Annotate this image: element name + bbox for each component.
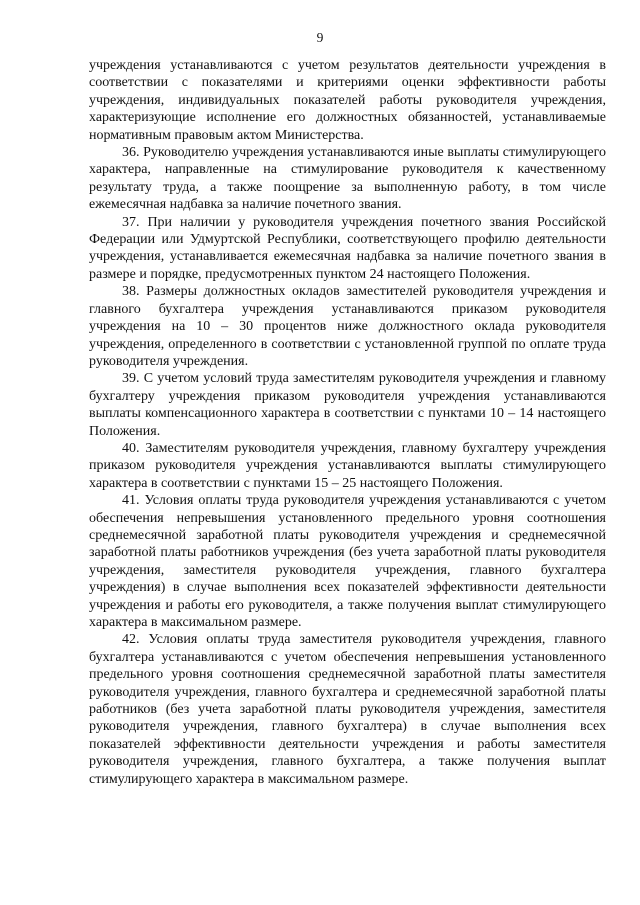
paragraph-42: 42. Условия оплаты труда заместителя руководителя учреждения, главного бухгалтера устанавливаются с учетом обеспечения непревышения установленного предельного уровня соотношения среднемесячной заработной платы заместителя руководителя учреждения, главного бухгалтера и среднемесячной заработной платы работников (без учета заработной платы руководителя учреждения, заместителя руководителя учреждения, главного бухгалтера) в случае выполнения всех показателей эффективности деятельности учреждения и работы заместителя руководителя учреждения, главного бухгалтера, а также получения выплат стимулирующего характера в максимальном размере.	[89, 632, 606, 787]
paragraph-36: 36. Руководителю учреждения устанавливаются иные выплаты стимулирующего характера, направленные на стимулирование руководителя к качественному результату труда, а также поощрение за выполненную работу, в том числе ежемесячная надбавка за наличие почетного звания.	[89, 145, 606, 213]
paragraph-39: 39. С учетом условий труда заместителям руководителя учреждения и главному бухгалтеру учреждения приказом руководителя учреждения устанавливаются выплаты компенсационного характера в соответствии с пунктами 10 – 14 настоящего Положения.	[89, 371, 606, 439]
paragraph-41: 41. Условия оплаты труда руководителя учреждения устанавливаются с учетом обеспечения непревышения установленного предельного уровня соотношения среднемесячной заработной платы руководителя учреждения и среднемесячной заработной платы работников учреждения (без учета заработной платы руководителя учреждения, заместителя руководителя учреждения, главного бухгалтера учреждения) в случае выполнения всех показателей эффективности деятельности учреждения и работы его руководителя, а также получения выплат стимулирующего характера в максимальном размере.	[89, 493, 606, 630]
paragraph-continuation: учреждения устанавливаются с учетом результатов деятельности учреждения в соответствии с показателями и критериями оценки эффективности работы учреждения, индивидуальных показателей работы руководителя учреждения, характеризующие исполнение его должностных обязанностей, устанавливаемые нормативным правовым актом Министерства.	[89, 58, 606, 143]
paragraph-38: 38. Размеры должностных окладов заместителей руководителя учреждения и главного бухгалтера учреждения устанавливаются приказом руководителя учреждения на 10 – 30 процентов ниже должностного оклада руководителя учреждения, определенного в соответствии с установленной группой по оплате труда руководителя учреждения.	[89, 284, 606, 369]
page-number: 9	[316, 30, 324, 45]
document-body	[89, 57, 606, 788]
paragraph-37: 37. При наличии у руководителя учреждения почетного звания Российской Федерации или Удмуртской Республики, соответствующего профилю деятельности учреждения, устанавливается ежемесячная надбавка за наличие почетного звания в размере и порядке, предусмотренных пунктом 24 настоящего Положения.	[89, 214, 606, 282]
paragraph-40: 40. Заместителям руководителя учреждения, главному бухгалтеру учреждения приказом руководителя учреждения устанавливаются выплаты стимулирующего характера в соответствии с пунктами 15 – 25 настоящего Положения.	[89, 440, 606, 491]
